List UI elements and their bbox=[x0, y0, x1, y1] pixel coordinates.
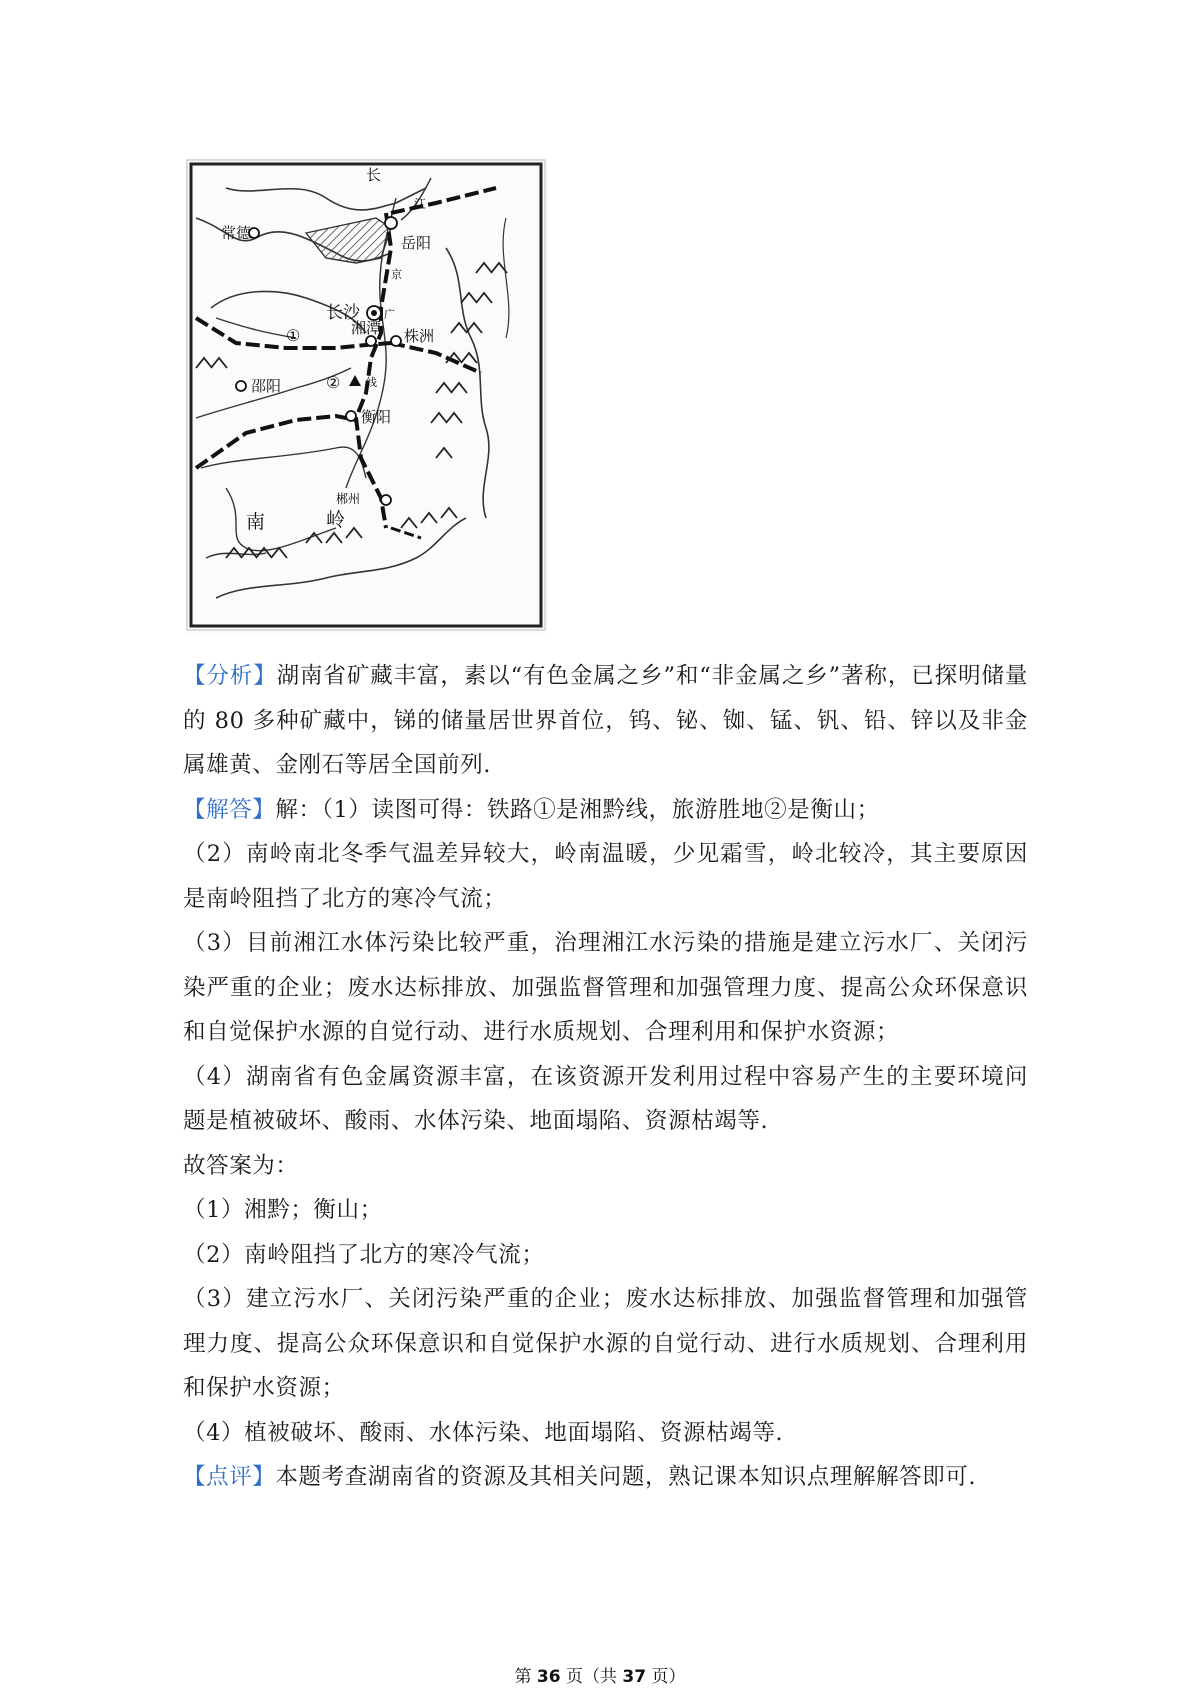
answer-paragraph-1 bbox=[183, 788, 1028, 833]
xiangtan-marker bbox=[366, 336, 376, 346]
answer-summary-2: （2）南岭阻挡了北方的寒冷气流； bbox=[183, 1241, 545, 1268]
shaoyang-marker bbox=[236, 381, 246, 391]
analysis-text: 湖南省矿藏丰富，素以“有色金属之乡”和“非金属之乡”著称，已探明储量的 80 多种矿藏中，锑的储量居世界首位，钨、铋、铷、锰、钒、铅、锌以及非金属雄黄、金刚石等居全国前列. bbox=[183, 663, 1028, 778]
hengshan-triangle bbox=[349, 375, 361, 386]
comment-paragraph bbox=[183, 1455, 1028, 1500]
answer-paragraph-2: （2）南岭南北冬季气温差异较大，岭南温暖，少见霜雪，岭北较冷，其主要原因是南岭阻挡了北方的寒冷气流； bbox=[183, 841, 1028, 912]
analysis-paragraph bbox=[183, 654, 1028, 788]
map-label-changjiang2: 江 bbox=[414, 197, 427, 211]
answer-summary-3: （3）建立污水厂、关闭污染严重的企业；废水达标排放、加强监督管理和加强管理力度、提高公众环保意识和自觉保护水源的自觉行动、进行水质规划、合理利用和保护水资源； bbox=[183, 1286, 1028, 1401]
map-label-xian: 线 bbox=[366, 376, 377, 389]
map-label-hengyang: 衡阳 bbox=[361, 408, 392, 426]
answer-summary-1: （1）湘黔；衡山； bbox=[183, 1197, 383, 1223]
map-label-zhuzhou: 株洲 bbox=[404, 327, 435, 345]
map-label-nanling2: 岭 bbox=[326, 509, 346, 531]
map-label-rail1: ① bbox=[286, 326, 301, 345]
footer-suffix: 页） bbox=[646, 1667, 686, 1687]
map-label-changjiang: 长 bbox=[366, 166, 382, 184]
map-label-xiangtan: 湘潭 bbox=[351, 319, 382, 337]
map-label-changde: 常德 bbox=[221, 224, 252, 242]
comment-text: 本题考查湖南省的资源及其相关问题，熟记课本知识点理解解答即可. bbox=[275, 1464, 977, 1490]
answer-paragraph-4: （4）湖南省有色金属资源丰富，在该资源开发利用过程中容易产生的主要环境问题是植被破坏、酸雨、水体污染、地面塌陷、资源枯竭等. bbox=[183, 1063, 1028, 1134]
footer-page-number: 36 bbox=[536, 1667, 561, 1687]
chenzhou-marker bbox=[381, 495, 391, 505]
answer-content bbox=[183, 654, 1028, 1500]
comment-tag: 【点评】 bbox=[183, 1464, 276, 1490]
map-label-yueyang: 岳阳 bbox=[401, 234, 432, 252]
hunan-map bbox=[186, 158, 548, 634]
changsha-marker-dot bbox=[371, 310, 377, 316]
page-footer bbox=[0, 1662, 1200, 1687]
hunan-map-svg bbox=[186, 158, 548, 634]
answer-summary-heading: 故答案为： bbox=[183, 1152, 299, 1179]
footer-total-pages: 37 bbox=[622, 1667, 647, 1687]
footer-prefix: 第 bbox=[514, 1667, 537, 1687]
map-label-nanling1: 南 bbox=[246, 511, 266, 533]
map-label-changsha: 长沙 bbox=[326, 303, 360, 323]
answer-line: 解：（1）读图可得：铁路①是湘黔线，旅游胜地②是衡山； bbox=[275, 796, 880, 823]
map-label-spot2: ② bbox=[326, 373, 341, 392]
map-label-shaoyang: 邵阳 bbox=[251, 377, 282, 395]
map-label-chenzhou: 郴州 bbox=[336, 492, 361, 506]
hengyang-marker bbox=[346, 411, 356, 421]
answer-tag: 【解答】 bbox=[183, 796, 276, 823]
answer-paragraph-3: （3）目前湘江水体污染比较严重，治理湘江水污染的措施是建立污水厂、关闭污染严重的企业；废水达标排放、加强监督管理和加强管理力度、提高公众环保意识和自觉保护水源的自觉行动、进行水质规划、合理利用和保护水资源； bbox=[183, 930, 1028, 1045]
yueyang-marker bbox=[385, 217, 397, 229]
zhuzhou-marker bbox=[391, 336, 401, 346]
analysis-tag: 【分析】 bbox=[183, 663, 277, 689]
footer-mid: 页（共 bbox=[560, 1667, 623, 1687]
map-label-jing: 京 bbox=[391, 268, 402, 281]
answer-summary-4: （4）植被破坏、酸雨、水体污染、地面塌陷、资源枯竭等. bbox=[183, 1419, 784, 1446]
map-label-guang: 广 bbox=[384, 308, 395, 321]
